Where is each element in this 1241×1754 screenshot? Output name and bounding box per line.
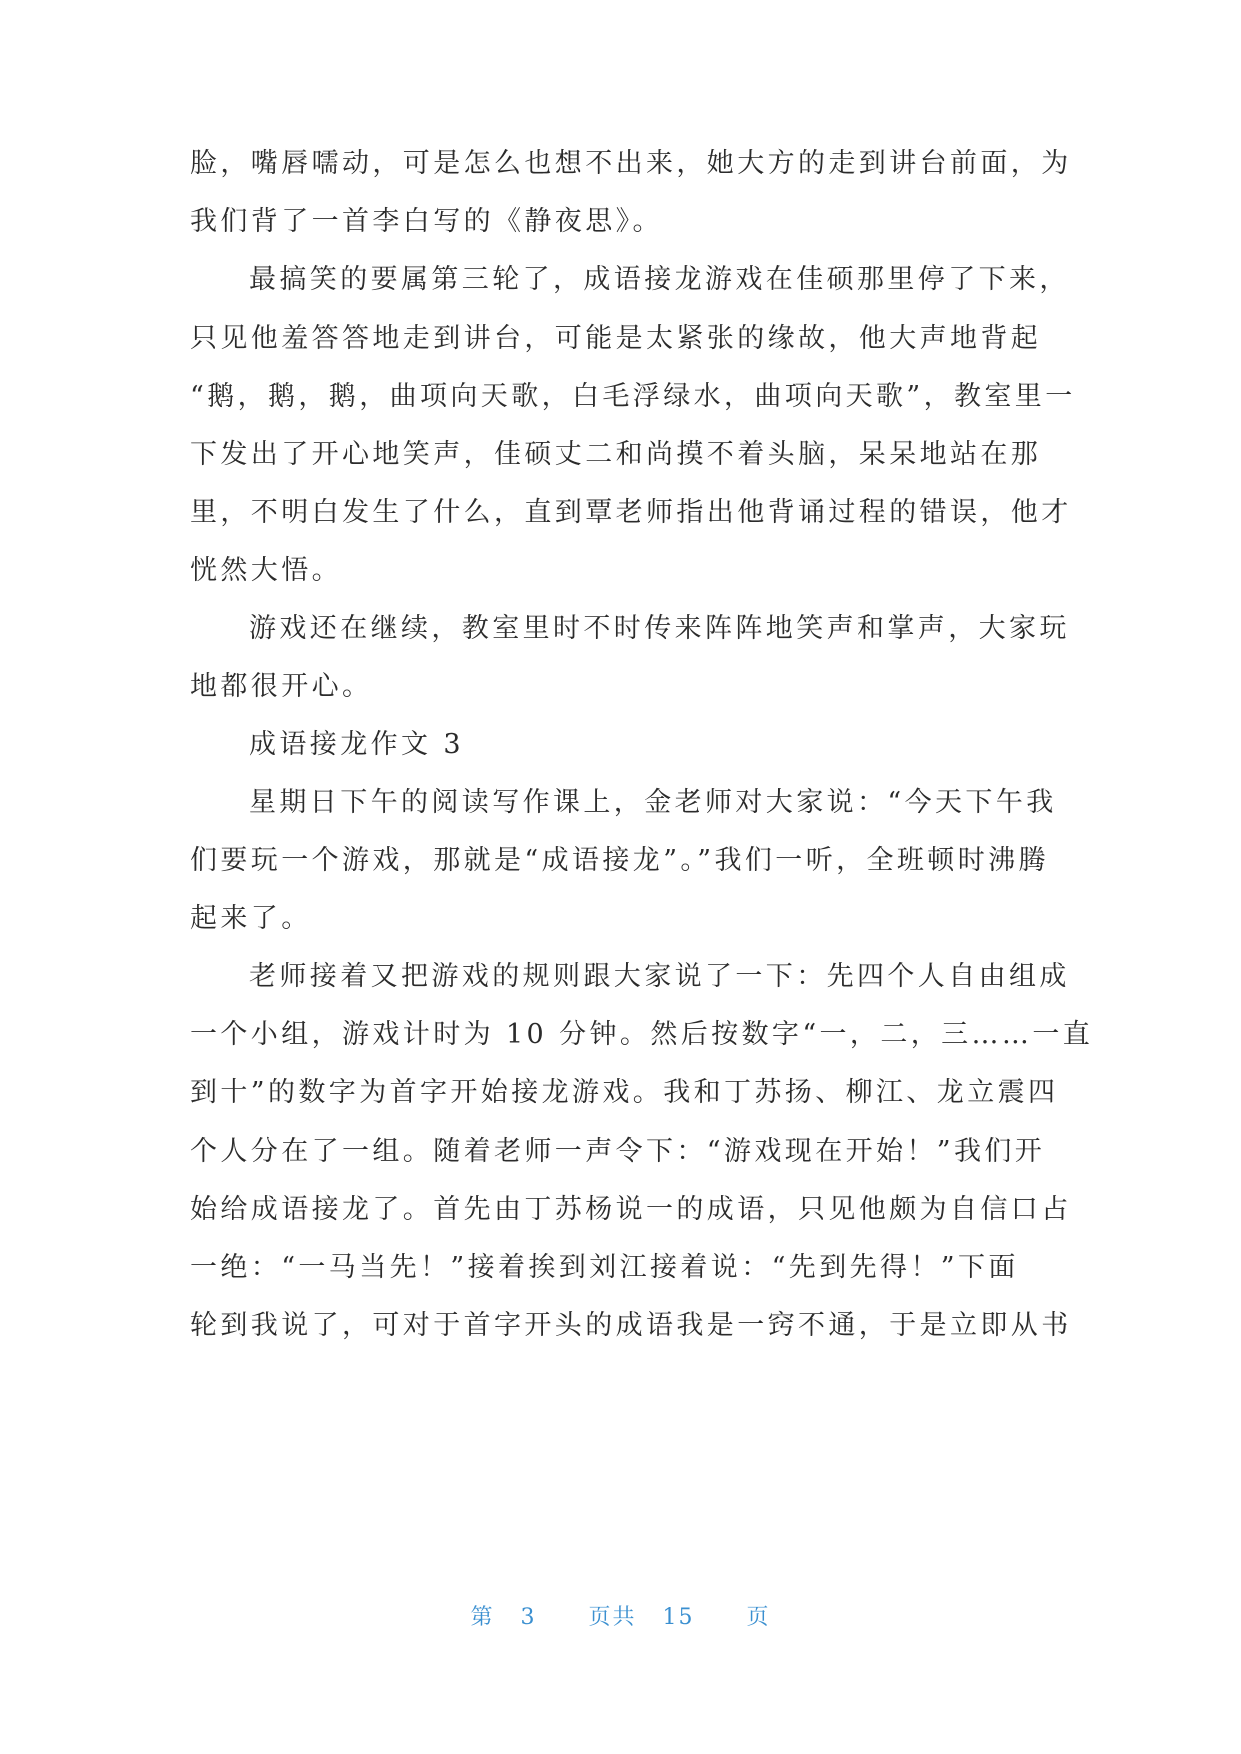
text-line-6: 下发出了开心地笑声，佳硕丈二和尚摸不着头脑，呆呆地站在那 bbox=[190, 439, 1042, 470]
text-line-21: 轮到我说了，可对于首字开头的成语我是一窍不通，于是立即从书 bbox=[190, 1310, 1072, 1341]
text-line-3: 最搞笑的要属第三轮了，成语接龙游戏在佳硕那里停了下来， bbox=[249, 264, 1070, 295]
text-line-18: 个人分在了一组。随着老师一声令下：“游戏现在开始！”我们开 bbox=[190, 1136, 1046, 1167]
text-line-15: 老师接着又把游戏的规则跟大家说了一下：先四个人自由组成 bbox=[249, 961, 1070, 992]
text-line-17: 到十”的数字为首字开始接龙游戏。我和丁苏扬、柳江、龙立震四 bbox=[190, 1077, 1059, 1108]
text-line-19: 始给成语接龙了。首先由丁苏杨说一的成语，只见他颇为自信口占 bbox=[190, 1194, 1072, 1225]
text-line-7: 里，不明白发生了什么，直到覃老师指出他背诵过程的错误，他才 bbox=[190, 497, 1072, 528]
footer-prefix: 第 bbox=[470, 1605, 495, 1630]
text-line-2: 我们背了一首李白写的《静夜思》。 bbox=[190, 206, 663, 237]
text-line-12: 星期日下午的阅读写作课上，金老师对大家说：“今天下午我 bbox=[249, 787, 1057, 818]
text-line-4: 只见他羞答答地走到讲台，可能是太紧张的缘故，他大声地背起 bbox=[190, 323, 1042, 354]
text-line-9: 游戏还在继续，教室里时不时传来阵阵地笑声和掌声，大家玩 bbox=[249, 613, 1070, 644]
text-line-8: 恍然大悟。 bbox=[190, 555, 342, 586]
text-line-1: 脸，嘴唇嚅动，可是怎么也想不出来，她大方的走到讲台前面，为 bbox=[190, 148, 1072, 179]
footer-total-pages: 15 bbox=[662, 1605, 695, 1630]
text-line-10: 地都很开心。 bbox=[190, 671, 373, 702]
text-line-5: “鹅，鹅，鹅，曲项向天歌，白毛浮绿水，曲项向天歌”，教室里一 bbox=[190, 381, 1076, 412]
footer-suffix: 页 bbox=[746, 1605, 771, 1630]
section-heading: 成语接龙作文 3 bbox=[249, 729, 464, 760]
text-line-20: 一绝：“一马当先！”接着挨到刘江接着说：“先到先得！”下面 bbox=[190, 1252, 1019, 1283]
page-footer bbox=[0, 1600, 1241, 1631]
footer-current-page: 3 bbox=[520, 1605, 537, 1630]
footer-middle: 页共 bbox=[588, 1605, 637, 1630]
text-line-13: 们要玩一个游戏，那就是“成语接龙”。”我们一听，全班顿时沸腾 bbox=[190, 845, 1049, 876]
text-line-16: 一个小组，游戏计时为 10 分钟。然后按数字“一，二，三……一直 bbox=[190, 1019, 1094, 1050]
text-line-14: 起来了。 bbox=[190, 903, 312, 934]
